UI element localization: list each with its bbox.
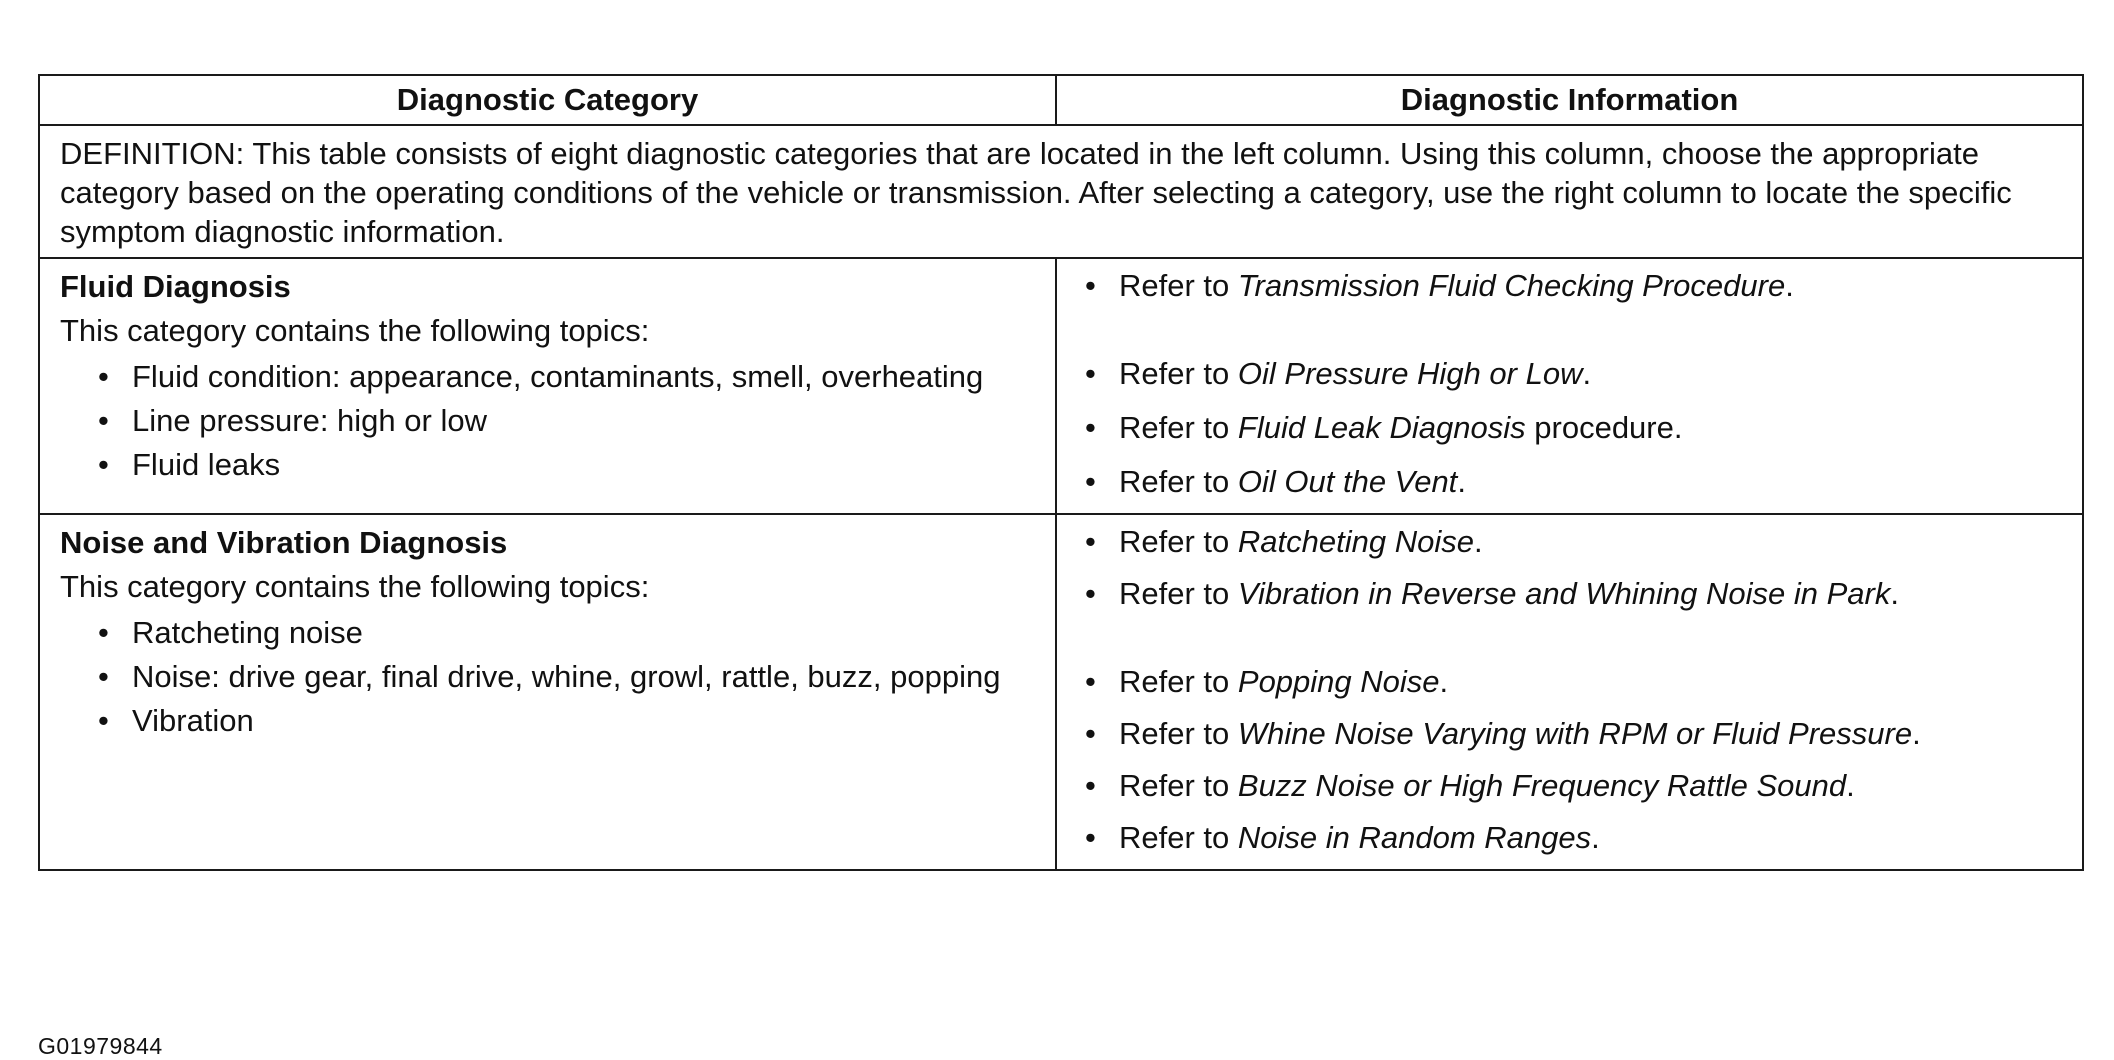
bullet-icon: • [98, 403, 109, 438]
topic-text: Vibration [132, 703, 254, 738]
list-item [1083, 715, 2070, 753]
list-item [60, 615, 1043, 651]
list-item [1083, 663, 2070, 701]
list-item [1083, 767, 2070, 805]
topic-text: Noise: drive gear, final drive, whine, growl, rattle, buzz, popping [132, 659, 1001, 694]
header-row [39, 75, 2083, 125]
diagnostic-document [38, 74, 2082, 1059]
header-diagnostic-information: Diagnostic Information [1056, 75, 2083, 125]
list-item [1083, 267, 2070, 305]
ref-suffix: . [1785, 268, 1794, 303]
ref-suffix: . [1912, 716, 1921, 751]
bullet-icon: • [1085, 576, 1096, 611]
procedure-link[interactable]: Oil Out the Vent [1237, 464, 1458, 499]
reference-list [1083, 267, 2070, 501]
bullet-icon: • [98, 659, 109, 694]
category-intro: This category contains the following topics: [60, 569, 650, 604]
list-item [1083, 355, 2070, 393]
figure-id: G01979844 [38, 1033, 163, 1059]
bullet-icon: • [1085, 768, 1096, 803]
ref-prefix: Refer to [1119, 716, 1238, 751]
bullet-icon: • [98, 447, 109, 482]
diagnostic-table [38, 74, 2084, 871]
definition-text: DEFINITION: This table consists of eight diagnostic categories that are located in the left column. Using this column, choose the appropriate category based on the operating conditions of the vehicle or transmission. After selecting a category, use the right column to locate the specific symptom diagnostic information. [39, 125, 2083, 258]
list-item [1083, 575, 2070, 613]
bullet-icon: • [1085, 524, 1096, 559]
procedure-link[interactable]: Fluid Leak Diagnosis [1237, 410, 1526, 445]
ref-suffix: . [1591, 820, 1600, 855]
ref-prefix: Refer to [1119, 820, 1238, 855]
ref-prefix: Refer to [1119, 524, 1238, 559]
table-row [39, 258, 2083, 514]
category-cell [39, 258, 1056, 514]
topic-text: Ratcheting noise [132, 615, 363, 650]
list-item [1083, 523, 2070, 561]
procedure-link[interactable]: Popping Noise [1237, 664, 1440, 699]
ref-prefix: Refer to [1119, 464, 1238, 499]
category-cell [39, 514, 1056, 870]
list-item [1083, 463, 2070, 501]
bullet-icon: • [1085, 664, 1096, 699]
ref-prefix: Refer to [1119, 576, 1238, 611]
ref-suffix: . [1439, 664, 1449, 699]
bullet-icon: • [1085, 356, 1096, 391]
ref-suffix: . [1890, 576, 1899, 611]
procedure-link[interactable]: Whine Noise Varying with RPM or Fluid Pressure [1237, 716, 1913, 751]
ref-prefix: Refer to [1119, 768, 1238, 803]
ref-prefix: Refer to [1119, 268, 1238, 303]
topic-list [60, 615, 1043, 739]
ref-suffix: . [1846, 768, 1855, 803]
topic-list [60, 359, 1043, 483]
ref-prefix: Refer to [1119, 356, 1238, 391]
topic-text: Line pressure: high or low [132, 403, 487, 438]
ref-suffix: . [1473, 524, 1483, 559]
topic-text: Fluid condition: appearance, contaminants, smell, overheating [132, 359, 984, 394]
topic-text: Fluid leaks [132, 447, 281, 482]
bullet-icon: • [98, 359, 109, 394]
list-item [60, 659, 1043, 695]
category-title: Noise and Vibration Diagnosis [60, 525, 508, 560]
bullet-icon: • [98, 615, 109, 650]
bullet-icon: • [1085, 820, 1096, 855]
procedure-link[interactable]: Buzz Noise or High Frequency Rattle Sound [1237, 768, 1847, 803]
header-diagnostic-category: Diagnostic Category [39, 75, 1056, 125]
bullet-icon: • [1085, 464, 1096, 499]
ref-suffix: . [1457, 464, 1466, 499]
ref-suffix: procedure. [1525, 410, 1683, 445]
bullet-icon: • [98, 703, 109, 738]
info-cell [1056, 258, 2083, 514]
procedure-link[interactable]: Transmission Fluid Checking Procedure [1237, 268, 1786, 303]
list-item [60, 403, 1043, 439]
list-item [60, 359, 1043, 395]
category-title: Fluid Diagnosis [60, 269, 291, 304]
category-intro: This category contains the following topics: [60, 313, 650, 348]
definition-row [39, 125, 2083, 258]
ref-prefix: Refer to [1119, 410, 1238, 445]
ref-suffix: . [1582, 356, 1592, 391]
bullet-icon: • [1085, 410, 1096, 445]
list-item [1083, 819, 2070, 857]
procedure-link[interactable]: Vibration in Reverse and Whining Noise in Park [1237, 576, 1891, 611]
procedure-link[interactable]: Noise in Random Ranges [1237, 820, 1592, 855]
procedure-link[interactable]: Ratcheting Noise [1237, 524, 1474, 559]
table-row [39, 514, 2083, 870]
bullet-icon: • [1085, 716, 1096, 751]
list-item [1083, 409, 2070, 447]
list-item [60, 703, 1043, 739]
reference-list [1083, 523, 2070, 857]
list-item [60, 447, 1043, 483]
ref-prefix: Refer to [1119, 664, 1238, 699]
info-cell [1056, 514, 2083, 870]
bullet-icon: • [1085, 268, 1096, 303]
procedure-link[interactable]: Oil Pressure High or Low [1237, 356, 1583, 391]
